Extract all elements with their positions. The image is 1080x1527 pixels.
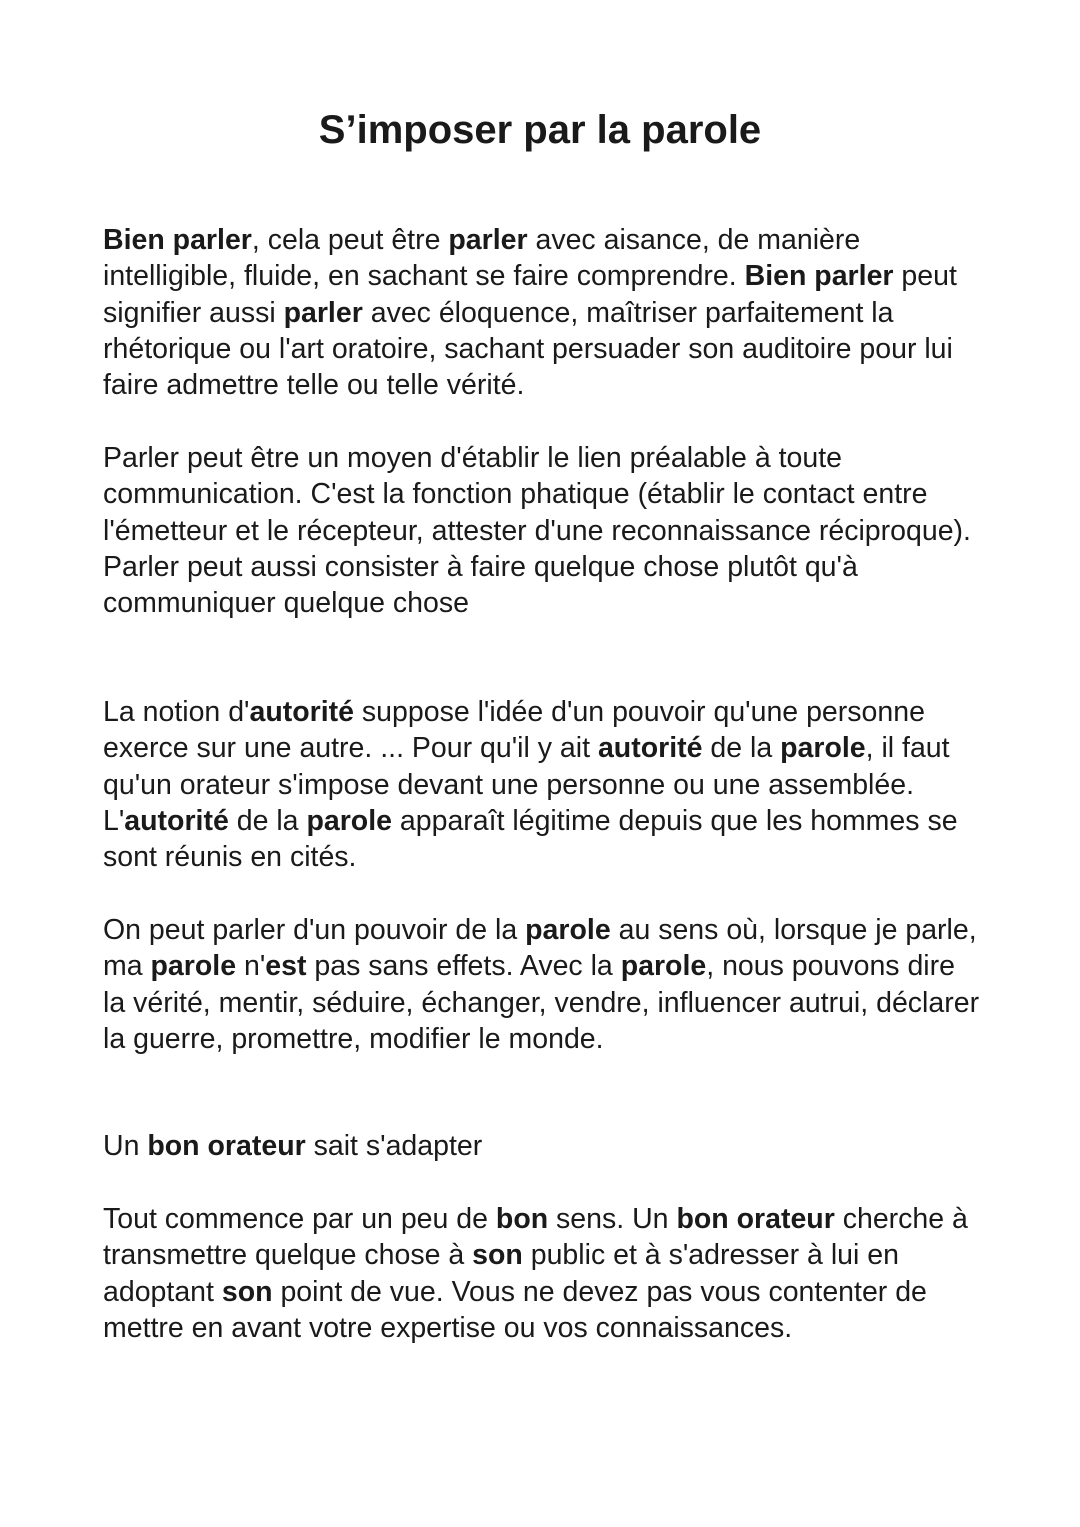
text-run: sens. Un [548, 1203, 677, 1235]
text-run: Parler peut être un moyen d'établir le lien préalable à toute communication. C'est la fonction phatique (établir le contact entre l'émetteur et le récepteur, attester d'une reconnaissance réciproque). Parler peut aussi consister à faire quelque chose plutôt qu'à communiquer quelque chose [103, 442, 971, 620]
text-run: point de vue. Vous ne devez pas vous contenter de mettre en avant votre expertise ou vos connaissances. [103, 1275, 927, 1344]
page-title: S’imposer par la parole [318, 108, 762, 152]
bold-term: son [472, 1239, 523, 1272]
bold-term: parler [448, 224, 528, 256]
text-run: avec aisance, de manière intelligible, fluide, en sachant se faire comprendre. [103, 224, 861, 293]
paragraph-bon-orateur-heading [103, 1128, 983, 1164]
text-run: de la [228, 804, 307, 837]
text-run: sait s'adapter [305, 1130, 483, 1162]
text-run: La notion d' [103, 696, 250, 728]
bold-term: parole [306, 804, 392, 837]
text-run: , nous pouvons dire la vérité, mentir, séduire, échanger, vendre, influencer autrui, déclarer la guerre, promettre, modifier le monde. [103, 950, 980, 1055]
bold-term: parole [620, 950, 707, 983]
bold-term: parole [150, 950, 237, 983]
paragraph-pouvoir-parole [103, 912, 983, 1057]
bold-term: parole [780, 732, 866, 765]
bold-term: parler [283, 296, 363, 329]
bold-term: bon [495, 1203, 549, 1235]
text-run: pas sans effets. Avec la [306, 950, 621, 983]
bold-term: autorité [249, 696, 354, 728]
bold-term: bon orateur [147, 1130, 306, 1162]
text-run: avec éloquence, maîtriser parfaitement la rhétorique ou l'art oratoire, sachant persuader son auditoire pour lui faire admettre telle ou telle vérité. [103, 296, 953, 402]
bold-term: autorité [124, 804, 229, 837]
text-run: n' [236, 950, 266, 983]
text-run: au sens où, lorsque je parle, ma [103, 914, 977, 983]
bold-term: Bien parler [103, 224, 252, 256]
paragraph-fonction-phatique [103, 440, 983, 621]
text-run: Un [103, 1130, 148, 1162]
bold-term: son [221, 1275, 273, 1308]
paragraph-autorite [103, 694, 983, 875]
text-run: , cela peut être [251, 224, 449, 256]
bold-term: parole [525, 914, 611, 946]
text-run: Tout commence par un peu de [103, 1203, 496, 1235]
bold-term: est [265, 950, 307, 983]
text-run: public et à s'adresser à lui en adoptant [103, 1239, 899, 1308]
bold-term: autorité [597, 732, 703, 765]
text-run: On peut parler d'un pouvoir de la [103, 914, 526, 946]
text-run: peut signifier aussi [103, 260, 957, 329]
text-run: cherche à transmettre quelque chose à [103, 1203, 968, 1272]
paragraph-bon-sens [103, 1201, 983, 1346]
bold-term: Bien parler [744, 260, 894, 293]
text-run: , il faut qu'un orateur s'impose devant une personne ou une assemblée. L' [103, 732, 950, 837]
text-run: suppose l'idée d'un pouvoir qu'une personne exerce sur une autre. ... Pour qu'il y ait [103, 696, 925, 765]
text-run: apparaît légitime depuis que les hommes se sont réunis en cités. [103, 804, 958, 874]
text-run: de la [702, 732, 781, 765]
bold-term: bon orateur [676, 1203, 835, 1235]
paragraph-bien-parler [103, 222, 983, 403]
